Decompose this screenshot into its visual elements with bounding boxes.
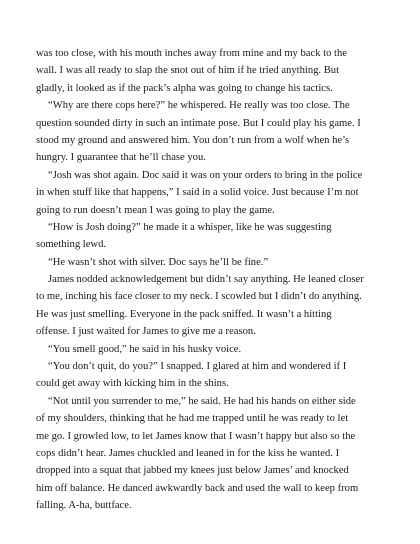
text-line: He was just smelling. Everyone in the pack sniffed. It wasn’t a hitting [36, 308, 332, 320]
text-line: something lewd. [36, 239, 107, 251]
text-line: of my shoulders, thinking that he had me trapped until he was ready to let [36, 413, 349, 425]
text-line: question sounded dirty in such an intimate pose. But I could play his game. I [36, 117, 361, 129]
text-line: to me, inching his face closer to my neck. I scowled but I didn’t do anything. [36, 291, 362, 303]
text-line: hungry. I guarantee that he’ll chase you. [36, 152, 206, 164]
text-line: dropped into a squat that jabbed my knees just below James’ and knocked [36, 465, 349, 477]
text-line: offense. I just waited for James to give me a reason. [36, 326, 256, 338]
text-line: cops didn’t hear. James chuckled and leaned in for the kiss he wanted. I [36, 447, 340, 459]
text-line: was too close, with his mouth inches away from mine and my back to the [36, 48, 347, 59]
text-line: wall. I was all ready to slap the snot out of him if he tried anything. But [36, 65, 340, 77]
body-text [36, 45, 394, 515]
text-line: James nodded acknowledgement but didn’t say anything. He leaned closer [48, 274, 364, 286]
text-line: going to run doesn’t mean I was going to play the game. [36, 204, 275, 216]
text-line: “You don’t quit, do you?” I snapped. I glared at him and wondered if I [48, 361, 347, 373]
text-line: “How is Josh doing?” he made it a whisper, like he was suggesting [48, 221, 332, 233]
text-line: “Why are there cops here?” he whispered. He really was too close. The [48, 100, 350, 112]
text-line: “You smell good,” he said in his husky voice. [48, 343, 242, 355]
text-line: “He wasn’t shot with silver. Doc says he’ll be fine.” [48, 256, 269, 268]
text-line: in when stuff like that happens,” I said in a solid voice. Just because I’m not [36, 187, 359, 199]
text-line: “Not until you surrender to me,” he said. He had his hands on either side [48, 395, 356, 407]
text-line: “Josh was shot again. Doc said it was on your orders to bring in the police [48, 169, 363, 181]
text-line: gladly, it looked as if the pack’s alpha was going to change his tactics. [36, 82, 333, 94]
text-line: falling. A-ha, buttface. [36, 500, 132, 512]
text-line: could get away with kicking him in the shins. [36, 378, 229, 390]
text-line: me go. I growled low, to let James know that I wasn’t happy but also so the [36, 430, 356, 442]
text-line: him off balance. He danced awkwardly back and used the wall to keep from [36, 482, 359, 494]
text-line: stood my ground and answered him. You don’t run from a wolf when he’s [36, 134, 350, 146]
